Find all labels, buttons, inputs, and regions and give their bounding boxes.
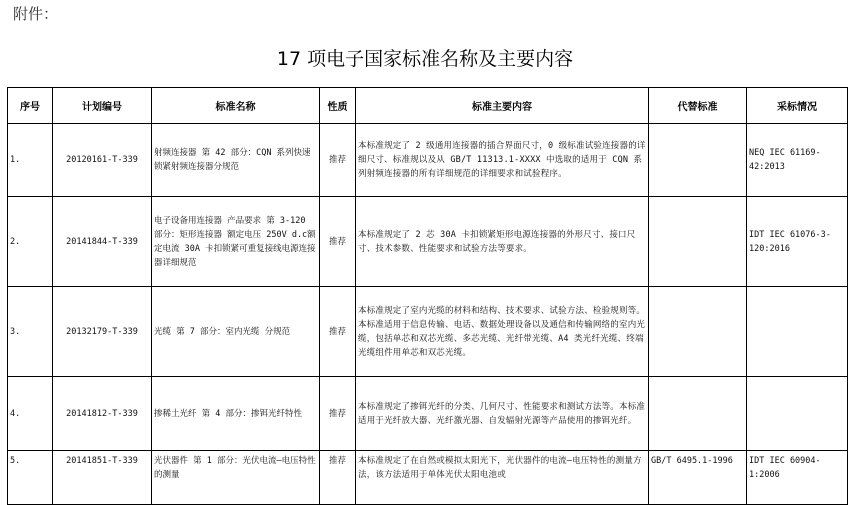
page-title: 17 项电子国家标准名称及主要内容 bbox=[276, 48, 574, 70]
table-row bbox=[8, 124, 848, 197]
cell-standard-name: 掺稀土光纤 第 4 部分：掺铒光纤特性 bbox=[152, 377, 320, 451]
cell-adoption: NEQ IEC 61169-42:2013 bbox=[747, 124, 848, 197]
cell-replaced-standard bbox=[649, 287, 747, 377]
header-replaced-standard: 代替标准 bbox=[649, 88, 747, 124]
header-serial: 序号 bbox=[8, 88, 53, 124]
cell-plan-code: 20120161-T-339 bbox=[53, 124, 152, 197]
cell-plan-code: 20141844-T-339 bbox=[53, 197, 152, 287]
cell-replaced-standard: GB/T 6495.1-1996 bbox=[649, 451, 747, 505]
cell-replaced-standard bbox=[649, 124, 747, 197]
header-plan-code: 计划编号 bbox=[53, 88, 152, 124]
cell-standard-name: 射频连接器 第 42 部分：CQN 系列快速锁紧射频连接器分规范 bbox=[152, 124, 320, 197]
cell-standard-name: 电子设备用连接器 产品要求 第 3-120 部分：矩形连接器 额定电压 250V d.c额定电流 30A 卡扣锁紧可重复接线电源连接器详细规范 bbox=[152, 197, 320, 287]
cell-serial: 3. bbox=[8, 287, 53, 377]
cell-serial: 4. bbox=[8, 377, 53, 451]
cell-standard-name: 光缆 第 7 部分：室内光缆 分规范 bbox=[152, 287, 320, 377]
cell-serial: 1. bbox=[8, 124, 53, 197]
cell-replaced-standard bbox=[649, 197, 747, 287]
cell-plan-code: 20141812-T-339 bbox=[53, 377, 152, 451]
cell-plan-code: 20132179-T-339 bbox=[53, 287, 152, 377]
cell-main-content: 本标准规定了 2 级通用连接器的插合界面尺寸，0 级标准试验连接器的详细尺寸、标准规以及从 GB/T 11313.1-XXXX 中选取的适用于 CQN 系列射频连接器的所有详细规范的详细要求和试验程序。 bbox=[356, 124, 649, 197]
cell-serial: 5. bbox=[8, 451, 53, 505]
header-nature: 性质 bbox=[320, 88, 356, 124]
header-main-content: 标准主要内容 bbox=[356, 88, 649, 124]
cell-plan-code: 20141851-T-339 bbox=[53, 451, 152, 505]
cell-main-content: 本标准规定了 2 芯 30A 卡扣锁紧矩形电源连接器的外形尺寸、接口尺寸、技术参数、性能要求和试验方法等要求。 bbox=[356, 197, 649, 287]
cell-adoption bbox=[747, 287, 848, 377]
attachment-label: 附件： bbox=[13, 5, 59, 23]
table-row bbox=[8, 377, 848, 451]
cell-adoption bbox=[747, 377, 848, 451]
cell-adoption: IDT IEC 61076-3-120:2016 bbox=[747, 197, 848, 287]
cell-nature: 推荐 bbox=[320, 451, 356, 505]
cell-nature: 推荐 bbox=[320, 124, 356, 197]
header-adoption: 采标情况 bbox=[747, 88, 848, 124]
cell-nature: 推荐 bbox=[320, 377, 356, 451]
header-standard-name: 标准名称 bbox=[152, 88, 320, 124]
cell-main-content: 本标准规定了掺铒光纤的分类、几何尺寸、性能要求和测试方法等。本标准适用于光纤放大器、光纤激光器、自发辐射光源等产品使用的掺铒光纤。 bbox=[356, 377, 649, 451]
standards-table bbox=[7, 87, 848, 505]
cell-main-content: 本标准规定了室内光缆的材料和结构、技术要求、试验方法、检验规则等。本标准适用于信息传输、电话、数据处理设备以及通信和传输网络的室内光缆，包括单芯和双芯光缆、多芯光缆、光纤带光缆、A4 类光纤光缆、终端光缆组件用单芯和双芯光缆。 bbox=[356, 287, 649, 377]
cell-serial: 2. bbox=[8, 197, 53, 287]
table-row bbox=[8, 451, 848, 505]
cell-main-content: 本标准规定了在自然或模拟太阳光下，光伏器件的电流—电压特性的测量方法，该方法适用于单体光伏太阳电池或 bbox=[356, 451, 649, 505]
cell-replaced-standard bbox=[649, 377, 747, 451]
cell-nature: 推荐 bbox=[320, 287, 356, 377]
cell-standard-name: 光伏器件 第 1 部分：光伏电流—电压特性的测量 bbox=[152, 451, 320, 505]
cell-nature: 推荐 bbox=[320, 197, 356, 287]
table-row bbox=[8, 197, 848, 287]
table-header-row bbox=[8, 88, 848, 124]
table-row bbox=[8, 287, 848, 377]
cell-adoption: IDT IEC 60904-1:2006 bbox=[747, 451, 848, 505]
